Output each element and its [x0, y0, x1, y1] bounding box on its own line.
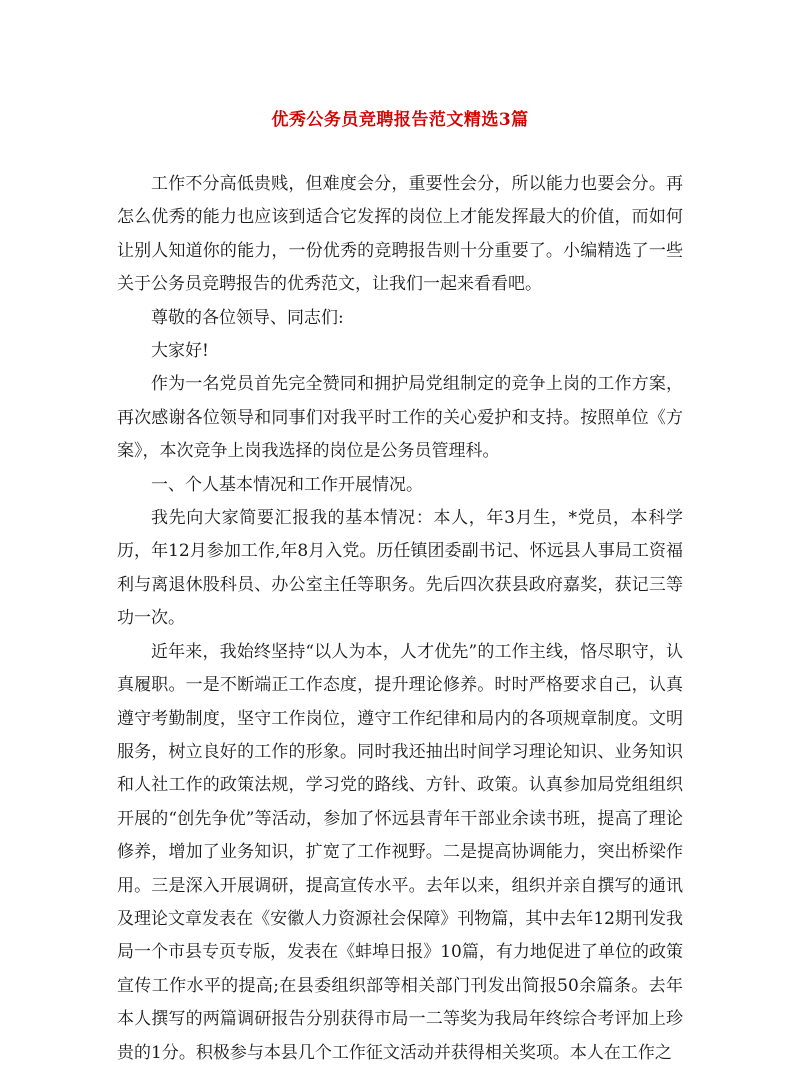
document-title: 优秀公务员竞聘报告范文精选3篇 — [271, 110, 529, 130]
document-body — [117, 168, 683, 1070]
greeting-paragraph: 大家好! — [151, 341, 209, 362]
salutation-paragraph: 尊敬的各位领导、同志们: — [151, 307, 344, 328]
section-heading-1: 一、个人基本情况和工作开展情况。 — [151, 474, 423, 495]
work-summary-paragraph: 近年来，我始终坚持“以人为本，人才优先”的工作主线，恪尽职守，认真履职。一是不断端正工作态度，提升理论修养。时时严格要求自己，认真遵守考勤制度，坚守工作岗位，遵守工作纪律和局内的各项规章制度。文明服务，树立良好的工作的形象。同时我还抽出时间学习理论知识、业务知识和人社工作的政策法规，学习党的路线、方针、政策。认真参加局党组组织开展的“创先争优”等活动，参加了怀远县青年干部业余读书班，提高了理论修养，增加了业务知识，扩宽了工作视野。二是提高协调能力，突出桥梁作用。三是深入开展调研，提高宣传水平。去年以来，组织并亲自撰写的通讯及理论文章发表在《安徽人力资源社会保障》刊物篇，其中去年12期刊发我局一个市县专页专版，发表在《蚌埠日报》10篇，有力地促进了单位的政策宣传工作水平的提高;在县委组织部等相关部门刊发出简报50余篇条。去年本人撰写的两篇调研报告分别获得市局一二等奖为我局年终综合考评加上珍贵的1分。积极参与本县几个工作征文活动并获得相关奖项。本人在工作之 — [117, 641, 683, 1063]
intro-paragraph: 工作不分高低贵贱，但难度会分，重要性会分，所以能力也要会分。再怎么优秀的能力也应该到适合它发挥的岗位上才能发挥最大的价值，而如何让别人知道你的能力，一份优秀的竞聘报告则十分重要了。小编精选了一些关于公务员竞聘报告的优秀范文，让我们一起来看看吧。 — [117, 174, 683, 295]
opening-paragraph: 作为一名党员首先完全赞同和拥护局党组制定的竞争上岗的工作方案，再次感谢各位领导和同事们对我平时工作的关心爱护和支持。按照单位《方案》，本次竞争上岗我选择的岗位是公务员管理科。 — [117, 374, 683, 462]
basic-info-paragraph: 我先向大家简要汇报我的基本情况：本人，年3月生，*党员，本科学历，年12月参加工作,年8月入党。历任镇团委副书记、怀远县人事局工资福利与离退休股科员、办公室主任等职务。先后四次获县政府嘉奖，获记三等功一次。 — [117, 508, 683, 629]
